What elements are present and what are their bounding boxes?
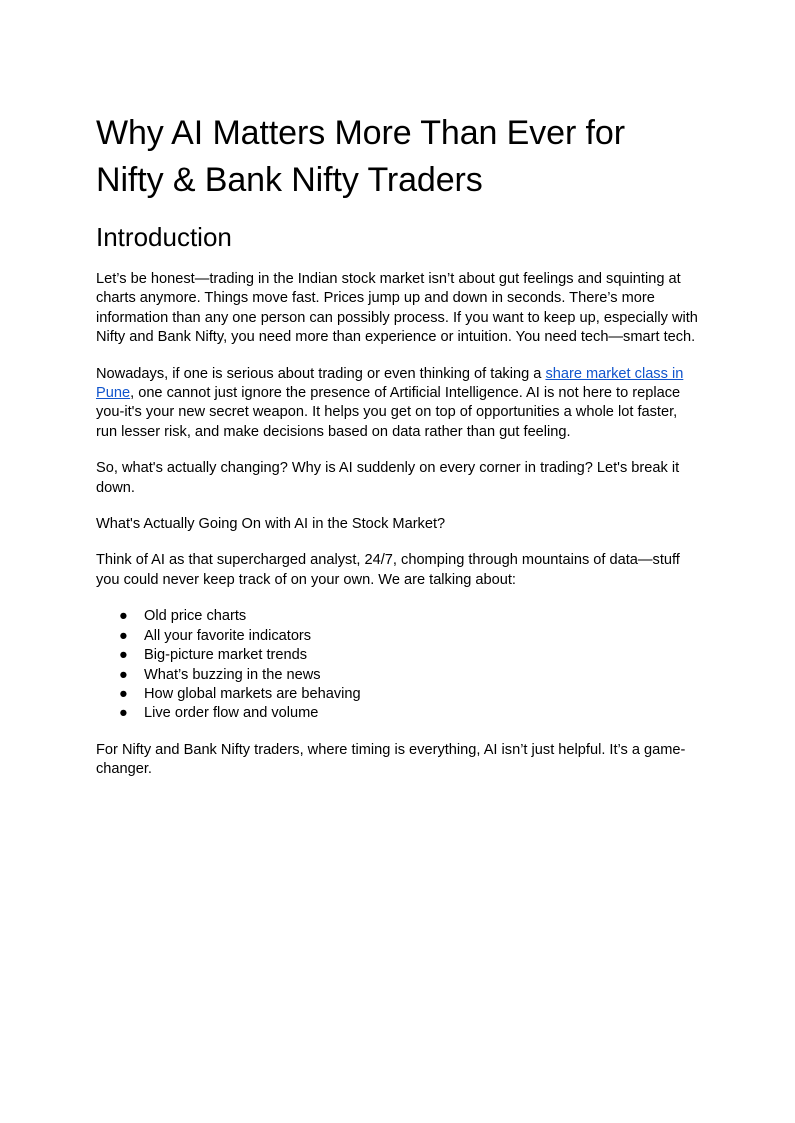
paragraph-text-after-link: , one cannot just ignore the presence of Artificial Intelligence. AI is not here to replace you-it's your new secret weapon. It helps you get on top of opportunities a whole lot faster, run lesser risk, and make decisions based on data rather than gut feeling. [96, 385, 681, 440]
bullet-icon: ● [119, 705, 128, 722]
paragraph-whats-changing: So, what's actually changing? Why is AI suddenly on every corner in trading? Let's break it down. [96, 460, 680, 496]
paragraph-subheading-ai-market: What's Actually Going On with AI in the Stock Market? [96, 516, 446, 533]
data-sources-list [96, 607, 700, 723]
document-page [96, 110, 700, 780]
paragraph-ai-weapon [96, 365, 700, 443]
introduction-heading: Introduction [96, 222, 232, 252]
list-item-text: How global markets are behaving [144, 685, 361, 702]
bullet-icon: ● [119, 608, 128, 625]
paragraph-supercharged-analyst: Think of AI as that supercharged analyst, 24/7, chomping through mountains of data—stuff you could never keep track of on your own. We are talking about: [96, 552, 680, 588]
list-item [96, 666, 700, 685]
bullet-icon: ● [119, 685, 128, 702]
list-item [96, 685, 700, 704]
list-item [96, 607, 700, 626]
list-item [96, 627, 700, 646]
bullet-icon: ● [119, 666, 128, 683]
list-item [96, 704, 700, 723]
list-item-text: Old price charts [144, 608, 247, 625]
list-item [96, 646, 700, 665]
document-title: Why AI Matters More Than Ever for Nifty & Bank Nifty Traders [96, 114, 625, 199]
list-item-text: Live order flow and volume [144, 705, 319, 722]
paragraph-text-before-link: Nowadays, if one is serious about trading or even thinking of taking a [96, 365, 546, 382]
list-item-text: Big-picture market trends [144, 647, 308, 664]
bullet-icon: ● [119, 627, 128, 644]
paragraph-intro: Let’s be honest—trading in the Indian stock market isn’t about gut feelings and squinting at charts anymore. Things move fast. Prices jump up and down in seconds. There’s more information than any one person can possibly process. If you want to keep up, especially with Nifty and Bank Nifty, you need more than experience or intuition. You need tech—smart tech. [96, 271, 698, 346]
list-item-text: What’s buzzing in the news [144, 666, 321, 683]
paragraph-game-changer: For Nifty and Bank Nifty traders, where timing is everything, AI isn’t just helpful. It’s a game-changer. [96, 741, 686, 778]
share-market-class-link[interactable]: share market class in Pune [96, 365, 684, 402]
bullet-icon: ● [119, 647, 128, 664]
list-item-text: All your favorite indicators [144, 627, 312, 644]
